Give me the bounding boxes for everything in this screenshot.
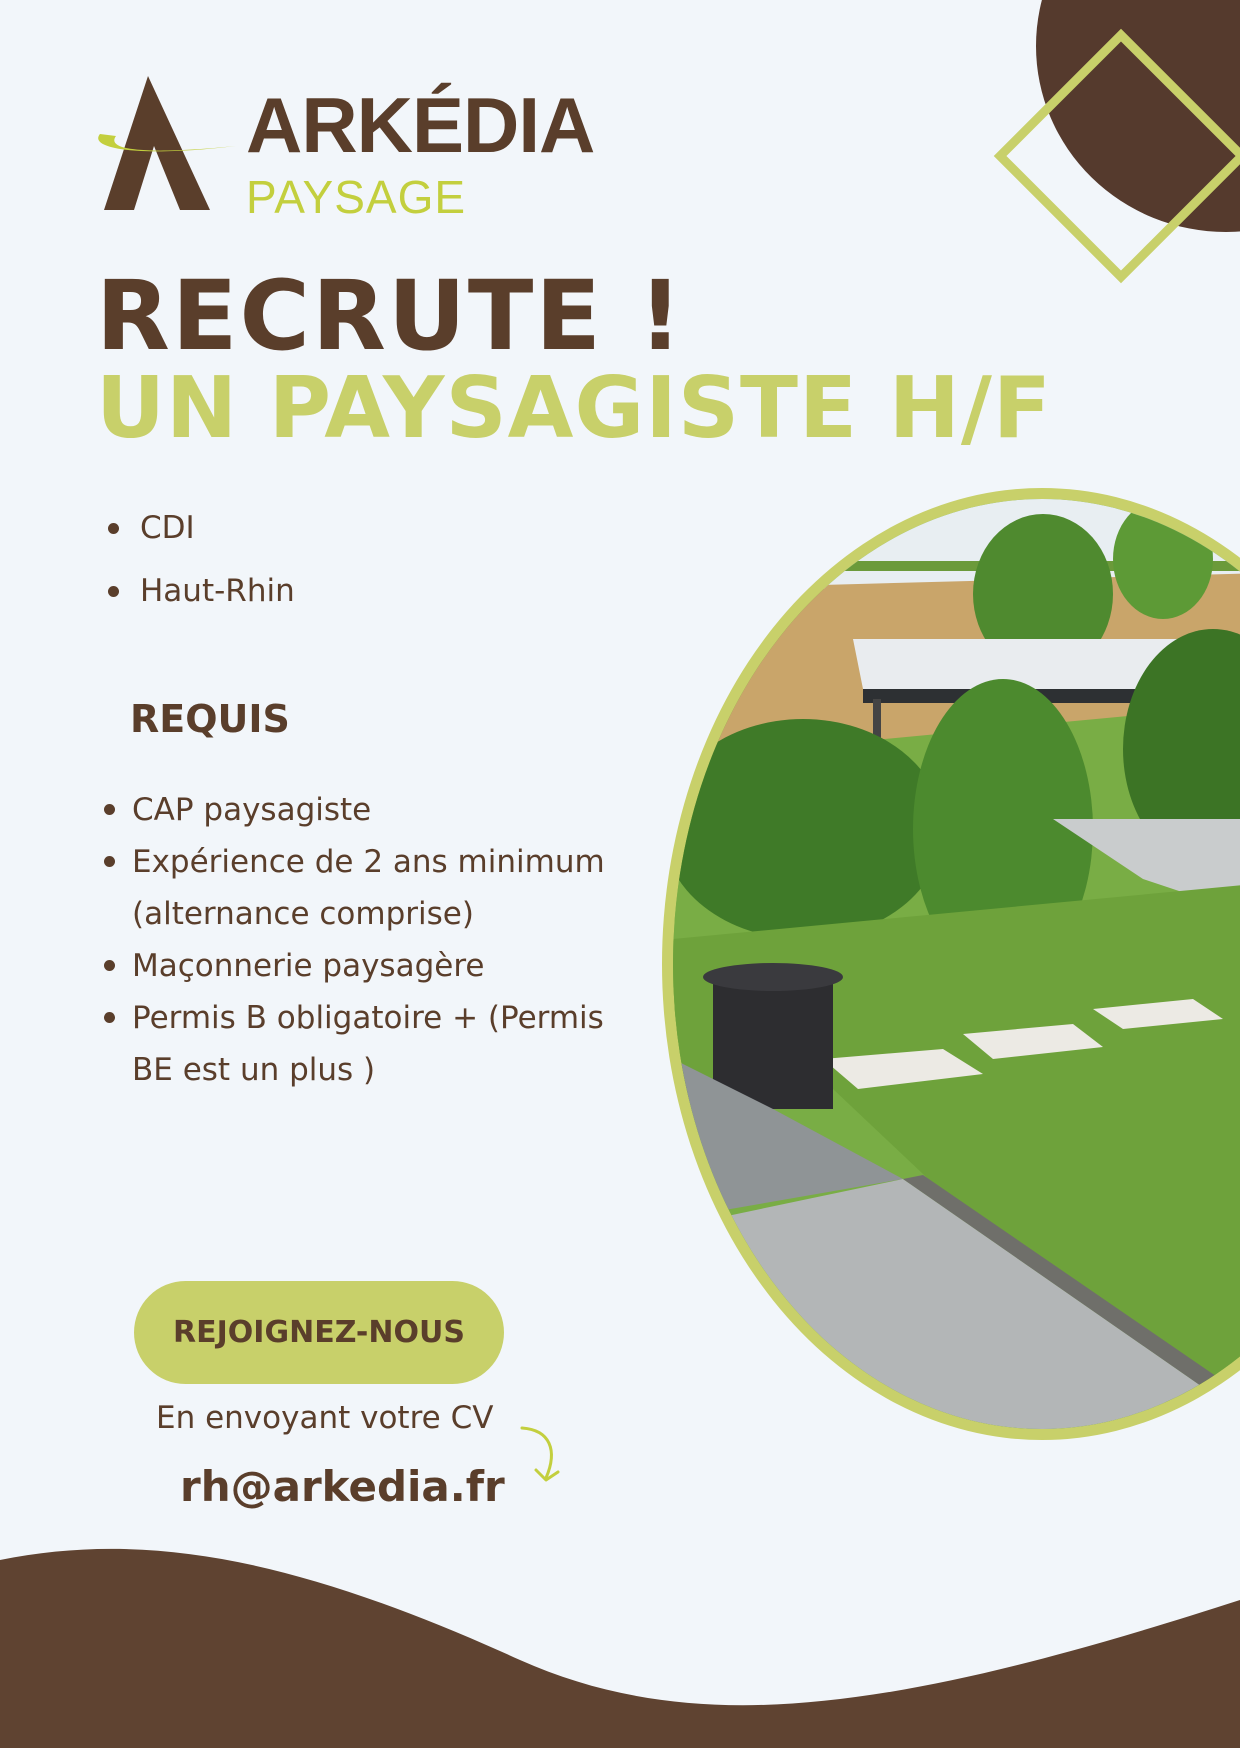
join-us-button[interactable]: REJOIGNEZ-NOUS (134, 1281, 504, 1384)
contact-email-link[interactable]: rh@arkedia.fr (180, 1462, 505, 1511)
brand-name: ARKÉDIA (246, 81, 595, 169)
contract-location: Haut-Rhin (102, 560, 602, 623)
cv-instruction: En envoyant votre CV (156, 1400, 494, 1436)
contract-type: CDI (102, 497, 602, 560)
requirement-item: Expérience de 2 ans minimum (alternance comprise) (98, 836, 618, 940)
bottom-wave-decoration (0, 1540, 1240, 1748)
garden-photo (662, 488, 1240, 1440)
curved-arrow-icon (512, 1420, 572, 1490)
headline-recrute: RECRUTE ! (96, 260, 685, 372)
requirement-item: Maçonnerie paysagère (98, 940, 618, 992)
requirements-list (98, 784, 618, 1096)
requirement-item: CAP paysagiste (98, 784, 618, 836)
headline-job-title: UN PAYSAGISTE H/F (96, 359, 1052, 458)
contract-list (102, 497, 602, 623)
requirement-item: Permis B obligatoire + (Permis BE est un plus ) (98, 992, 618, 1096)
requirements-heading: REQUIS (130, 697, 290, 741)
brand-subtitle: PAYSAGE (246, 171, 467, 223)
